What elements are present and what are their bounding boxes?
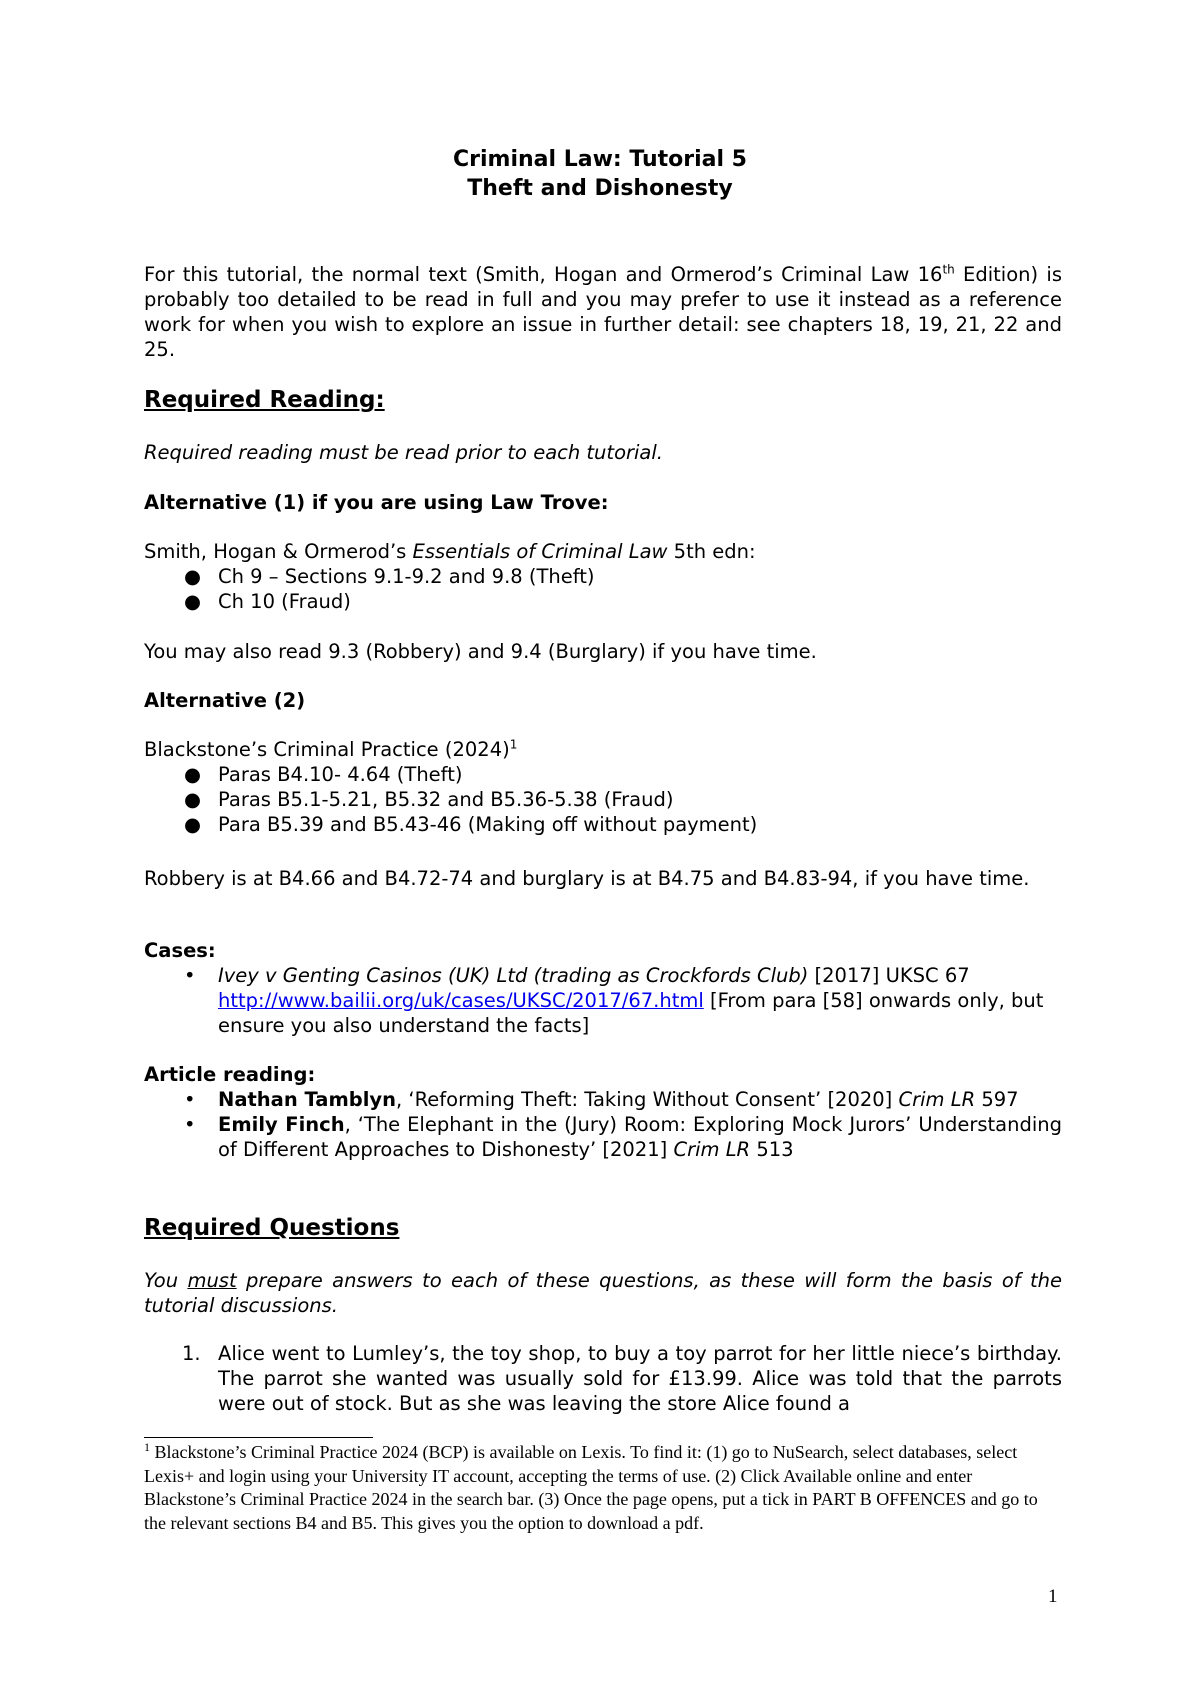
article-section: [144, 1087, 1062, 1162]
question-list: [144, 1341, 1062, 1416]
question-item: 1. Alice went to Lumley’s, the toy shop, to buy a toy parrot for her little niece’s birthday. The parrot she wanted was usually sold for £13.99. Alice was told that the parrots were out of stock. But as she was leaving the store Alice found a: [182, 1342, 1062, 1415]
bullet-icon: •: [184, 964, 196, 987]
alternative-1-section: [144, 539, 1062, 614]
bullet-icon: ●: [184, 565, 202, 588]
cases-section: [144, 963, 1062, 1038]
alternative-1-intro: Smith, Hogan & Ormerod’s Essentials of Criminal Law 5th edn:: [144, 540, 756, 563]
article-list: [144, 1087, 1062, 1162]
footnote-separator: [144, 1437, 373, 1438]
alternative-2-list: [144, 762, 1062, 837]
alternative-2-extra: Robbery is at B4.66 and B4.72-74 and burglary is at B4.75 and B4.83-94, if you have time.: [144, 867, 1030, 890]
required-reading-note: Required reading must be read prior to each tutorial.: [144, 441, 663, 464]
bullet-icon: ●: [184, 763, 202, 786]
alternative-2-intro: Blackstone’s Criminal Practice $(2024)^1$: [144, 737, 518, 761]
bullet-icon: ●: [184, 788, 202, 811]
alternative-2-heading: Alternative (2): [144, 689, 306, 712]
list-item: ● Paras B4.10- 4.64 (Theft): [184, 763, 463, 786]
list-item: • Nathan Tamblyn, ‘Reforming Theft: Taking Without Consent’ [2020] Crim LR 597: [184, 1088, 1019, 1111]
case-link[interactable]: http://www.bailii.org/uk/cases/UKSC/2017/67.html: [218, 989, 704, 1012]
list-item: • Ivey v Genting Casinos (UK) Ltd (trading as Crockfords Club) [2017] UKSC 67 http://www.bailii.org/uk/cases/UKSC/2017/67.html [From para [58] onwards only, but ensure you also understand the facts]: [184, 964, 1044, 1037]
document-title: Criminal Law: Tutorial 5: [453, 147, 747, 172]
required-questions-heading: Required Questions: [144, 1215, 400, 1241]
cases-list: [144, 963, 1062, 1038]
bullet-icon: ●: [184, 813, 202, 836]
intro-paragraph: For this tutorial, the normal text (Smith, Hogan and Ormerod’s Criminal Law 16th Edition) is probably too detailed to be read in full and you may prefer to use it instead as a reference work for when you wish to explore an issue in further detail: see chapters 18, 19, 21, 22 and 25.: [144, 262, 1062, 361]
alternative-1-extra: You may also read 9.3 (Robbery) and 9.4 (Burglary) if you have time.: [144, 640, 817, 663]
cases-heading: Cases:: [144, 939, 216, 962]
list-item: ● Ch 9 – Sections 9.1-9.2 and 9.8 (Theft): [184, 565, 595, 588]
list-item: ● Paras B5.1-5.21, B5.32 and B5.36-5.38 (Fraud): [184, 788, 674, 811]
bullet-icon: •: [184, 1113, 196, 1136]
list-item: ● Ch 10 (Fraud): [184, 590, 351, 613]
required-questions-note: You must prepare answers to each of these questions, as these will form the basis of the tutorial discussions.: [144, 1269, 1062, 1317]
bullet-icon: •: [184, 1088, 196, 1111]
footnote: $^1$ Blackstone’s Criminal Practice 2024 (BCP) is available on Lexis. To find it: (1) go to NuSearch, select databases, select Lexis+ and login using your University IT account, accepting the terms of use. (2) Click Available online and enter Blackstone’s Criminal Practice 2024 in the search bar. (3) Once the page opens, put a tick in PART B OFFENCES and go to the relevant sections B4 and B5. This gives you the option to download a pdf.: [144, 1440, 1038, 1533]
list-item: ● Para B5.39 and B5.43-46 (Making off without payment): [184, 813, 758, 836]
alternative-2-section: [144, 737, 1062, 837]
document-subtitle: Theft and Dishonesty: [467, 176, 733, 201]
list-item: • Emily Finch, ‘The Elephant in the (Jury) Room: Exploring Mock Jurors’ Understanding of Different Approaches to Dishonesty’ [2021] Crim LR 513: [184, 1113, 1062, 1161]
required-reading-heading: Required Reading:: [144, 387, 385, 413]
alternative-1-list: [144, 564, 1062, 614]
bullet-icon: ●: [184, 590, 202, 613]
page-number: 1: [1048, 1586, 1058, 1607]
footnote-ref[interactable]: 1: [509, 737, 518, 752]
alternative-1-heading: Alternative (1) if you are using Law Trove:: [144, 491, 609, 514]
article-reading-heading: Article reading:: [144, 1063, 316, 1086]
